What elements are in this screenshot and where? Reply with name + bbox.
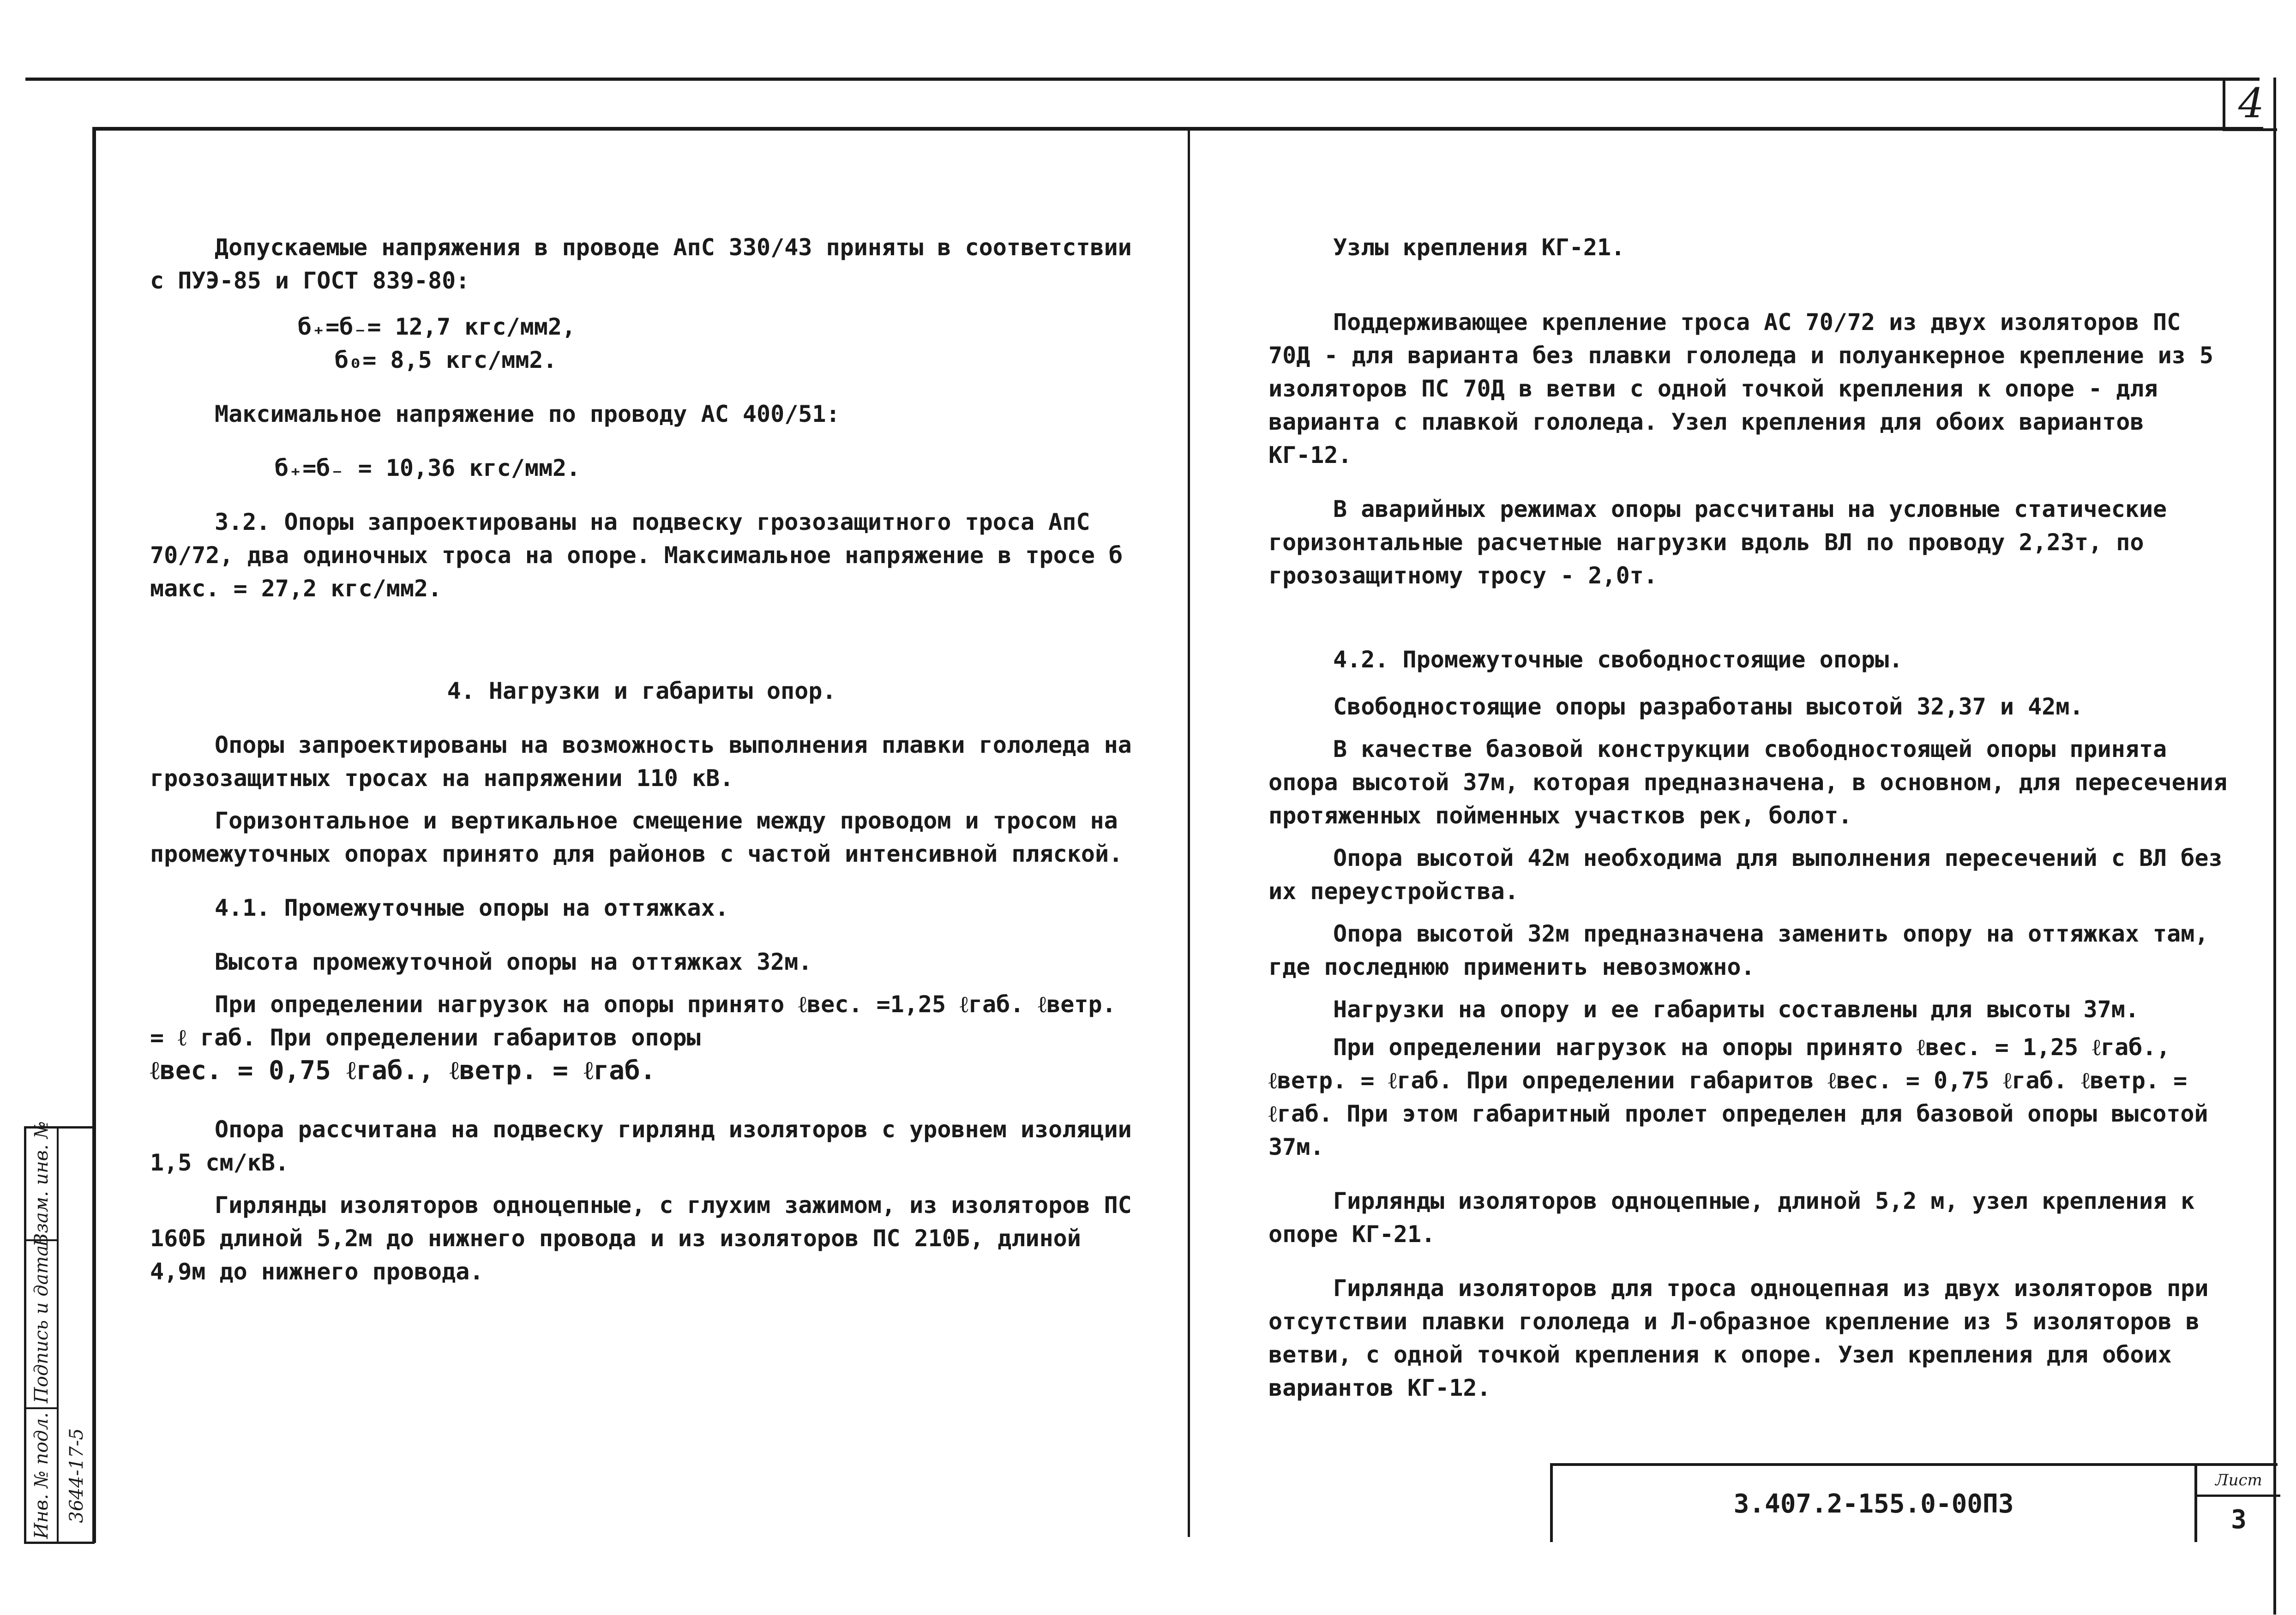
- paragraph-height-32: Высота промежуточной опоры на оттяжках 32м.: [215, 949, 812, 975]
- sheet-number: 4: [2223, 78, 2277, 131]
- inv-no-cell: [26, 1409, 57, 1542]
- paragraph-offset: Горизонтальное и вертикальное смещение между проводом и тросом на промежуточных опорах принято для районов с частой интенсивной пляской.: [150, 807, 1123, 867]
- paragraph-heights: Свободностоящие опоры разработаны высотой 32,37 и 42м.: [1333, 693, 2084, 720]
- paragraph-allowed-stress: Допускаемые напряжения в проводе АпС 330/43 приняты в соответствии с ПУЭ-85 и ГОСТ 839-80:: [150, 234, 1132, 294]
- paragraph-cable-garland: Гирлянда изоляторов для троса одноцепная из двух изоляторов при отсутствии плавки гололеда и Л-образное крепление из 5 изоляторов в ветви, с одной точкой крепления к опоре. Узел крепления для обоих вариантов КГ-12.: [1268, 1275, 2209, 1401]
- top-border-line: [25, 78, 2260, 81]
- stamp-strip: [24, 1121, 95, 1544]
- replace-inv-cell: [26, 1121, 57, 1247]
- paragraph-load-coefficients: При определении нагрузок на опоры принято ℓвес. = 1,25 ℓгаб., ℓветр. = ℓгаб. При определении габаритов ℓвес. = 0,75 ℓгаб. ℓветр. = ℓгаб. При этом габаритный пролет определен для базовой опоры высотой 37м.: [1268, 1034, 2208, 1160]
- heading-section-4-1: 4.1. Промежуточные опоры на оттяжках.: [215, 895, 729, 921]
- right-text-column: [1268, 231, 2233, 1405]
- paragraph-32m: Опора высотой 32м предназначена заменить опору на оттяжках там, где последнюю применить невозможно.: [1268, 920, 2209, 980]
- heading-section-4: 4. Нагрузки и габариты опор.: [447, 678, 836, 704]
- right-border-line: [2273, 78, 2276, 1615]
- paragraph-garlands: Гирлянды изоляторов одноцепные, с глухим зажимом, из изоляторов ПС 160Б длиной 5,2м до нижнего провода и из изоляторов ПС 210Б, длиной 4,9м до нижнего провода.: [150, 1192, 1132, 1285]
- heading-attachment-kg21: Узлы крепления КГ-21.: [1333, 234, 1625, 261]
- left-text-column: [150, 231, 1133, 1288]
- paragraph-supporting-attachment: Поддерживающее крепление троса АС 70/72 из двух изоляторов ПС 70Д - для варианта без плавки гололеда и полуанкерное крепление из 5 изоляторов ПС 70Д в ветви с одной точкой крепления к опоре - для варианта с плавкой гололеда. Узел крепления для обоих вариантов КГ-12.: [1268, 309, 2213, 468]
- stamp-label-column: [26, 1121, 59, 1542]
- replace-inv-label: Взам. инв. №: [31, 1121, 52, 1247]
- formula-stress-2: б₀= 8,5 кгс/мм2.: [335, 347, 557, 373]
- inv-no-value: 3644-17-5: [66, 1428, 87, 1523]
- paragraph-garlands-right: Гирлянды изоляторов одноцепные, длиной 5,2 м, узел крепления к опоре КГ-21.: [1268, 1188, 2195, 1248]
- sign-date-label: Подпись и дата: [31, 1245, 52, 1404]
- paragraph-section-3-2: 3.2. Опоры запроектированы на подвеску грозозащитного троса АпС 70/72, два одиночных троса на опоре. Максимальное напряжение в тросе б макс. = 27,2 кгс/мм2.: [150, 509, 1123, 602]
- paragraph-max-stress: Максимальное напряжение по проводу АС 400/51:: [215, 401, 840, 427]
- paragraph-loads: При определении нагрузок на опоры принято ℓвес. =1,25 ℓгаб. ℓветр. = ℓ габ. При определении габаритов опоры: [150, 991, 1116, 1051]
- paragraph-42m: Опора высотой 42м необходима для выполнения пересечений с ВЛ без их переустройства.: [1268, 845, 2223, 905]
- heading-section-4-2: 4.2. Промежуточные свободностоящие опоры.: [1333, 646, 1903, 673]
- document-code: 3.407.2-155.0-00ПЗ: [1733, 1489, 2014, 1519]
- title-block: [1550, 1463, 2278, 1542]
- formula-loads: ℓвес. = 0,75 ℓгаб., ℓветр. = ℓгаб.: [150, 1056, 656, 1086]
- inv-value-cell: [59, 1409, 95, 1542]
- center-divider-line: [1188, 129, 1190, 1537]
- sheet-label: Лист: [2197, 1466, 2280, 1497]
- formula-max-stress: б₊=б₋ = 10,36 кгс/мм2.: [275, 455, 581, 481]
- paragraph-emergency: В аварийных режимах опоры рассчитаны на условные статические горизонтальные расчетные нагрузки вдоль ВЛ по проводу 2,23т, по грозозащитному тросу - 2,0т.: [1268, 496, 2167, 589]
- paragraph-insulation: Опора рассчитана на подвеску гирлянд изоляторов с уровнем изоляции 1,5 см/кВ.: [150, 1116, 1132, 1176]
- page-number: 3: [2231, 1504, 2247, 1535]
- paragraph-base-design: В качестве базовой конструкции свободностоящей опоры принята опора высотой 37м, которая предназначена, в основном, для пересечения протяженных пойменных участков рек, болот.: [1268, 736, 2228, 829]
- stamp-value-column: [59, 1129, 95, 1542]
- sign-date-cell: [26, 1241, 57, 1409]
- sheet-cell: [2194, 1466, 2280, 1542]
- paragraph-ice-melting: Опоры запроектированы на возможность выполнения плавки гололеда на грозозащитных тросах на напряжении 110 кВ.: [150, 732, 1132, 792]
- formula-stress-1: б₊=б₋= 12,7 кгс/мм2,: [298, 313, 576, 340]
- paragraph-37m-loads: Нагрузки на опору и ее габариты составлены для высоты 37м.: [1333, 996, 2139, 1023]
- inv-no-label: Инв. № подл.: [31, 1412, 52, 1539]
